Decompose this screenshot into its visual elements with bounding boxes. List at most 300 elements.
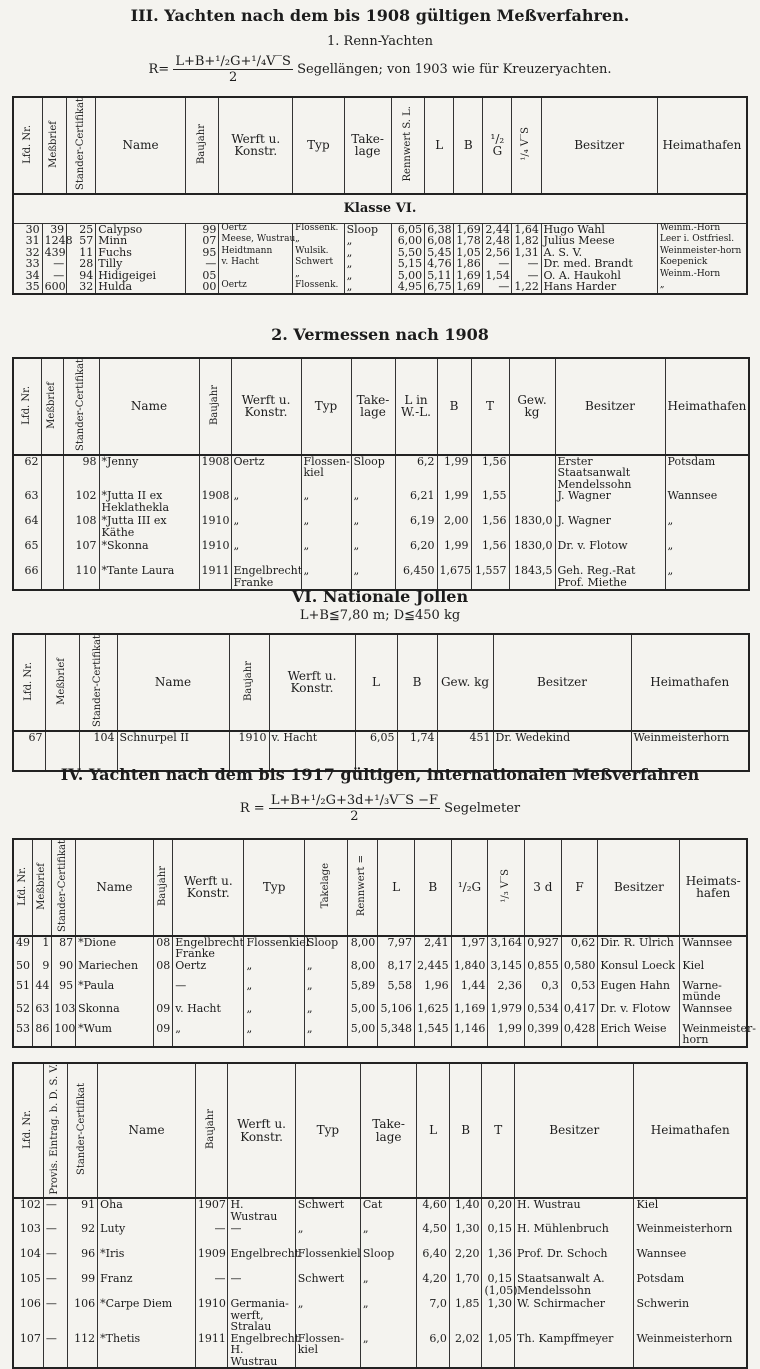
column-header	[228, 1063, 295, 1198]
column-header	[665, 358, 749, 455]
table-cell: Weinm.-Horn	[657, 270, 747, 282]
table-cell: H. Mühlenbruch	[515, 1223, 634, 1248]
table-cell: Wannsee	[665, 490, 749, 515]
table-cell: Flossen-kiel	[301, 455, 351, 491]
table-cell	[41, 515, 63, 540]
table-cell: Schwert	[293, 258, 344, 270]
table-cell: —	[43, 1273, 67, 1298]
column-header	[561, 839, 598, 936]
table-cell: 1,22	[512, 281, 541, 294]
table-cell: 1830,0	[509, 540, 555, 565]
column-header	[634, 1063, 747, 1198]
column-header-label: Stander-Certifikat	[74, 359, 86, 452]
table-cell: 08	[153, 960, 172, 980]
column-header-label: Typ	[307, 138, 330, 153]
table-cell: 50	[13, 960, 32, 980]
table-cell: 1,31	[512, 247, 541, 259]
section-4-formula	[0, 793, 760, 824]
section-1-formula	[0, 54, 760, 85]
column-header	[555, 358, 665, 455]
column-header	[344, 97, 391, 194]
table-cell: Th. Kampffmeyer	[515, 1333, 634, 1369]
table-cell: *Jenny	[99, 455, 199, 491]
table-cell: Engelbrecht H. Wustrau	[228, 1333, 295, 1369]
column-header-label: Besitzer	[574, 138, 625, 153]
column-header-label: Stander-Certifikat	[91, 635, 103, 728]
table-cell: 1,69	[454, 270, 483, 282]
column-header-label: T	[494, 1123, 503, 1138]
table-cell: Mariechen	[76, 960, 154, 980]
table-cell: Meese, Wustrau	[219, 235, 293, 247]
table-cell: 102	[13, 1198, 43, 1223]
table-cell: 1,625	[414, 1003, 451, 1023]
table-cell: 6,00	[391, 235, 425, 247]
table-cell: „	[293, 235, 344, 247]
table-cell: Potsdam	[665, 455, 749, 491]
table-cell: „	[244, 1023, 304, 1047]
table-cell: „	[360, 1223, 416, 1248]
table-cell: „	[360, 1273, 416, 1298]
table-cell: 103	[13, 1223, 43, 1248]
table-cell: Tilly	[96, 258, 186, 270]
table-cell	[509, 490, 555, 515]
table-cell: „	[665, 565, 749, 590]
table-cell: 32	[67, 281, 96, 294]
column-header	[76, 839, 154, 936]
table-cell: Staatsanwalt A. Mendelssohn	[515, 1273, 634, 1298]
column-header	[515, 1063, 634, 1198]
table-row	[13, 515, 749, 540]
table-cell: Dr. v. Flotow	[598, 1003, 680, 1023]
table-cell: 1,840	[451, 960, 488, 980]
table-cell: 1,86	[454, 258, 483, 270]
table-cell: 94	[67, 270, 96, 282]
table-nationale-jollen	[12, 633, 750, 772]
table-cell: —	[228, 1273, 295, 1298]
table-cell: 4,76	[425, 258, 454, 270]
table-cell: 5,348	[378, 1023, 415, 1047]
table-cell: „	[244, 960, 304, 980]
table-cell: *Wum	[76, 1023, 154, 1047]
table-cell: —	[43, 1198, 67, 1223]
table-cell: 1911	[195, 1333, 228, 1369]
table-cell: Warne-münde	[680, 980, 747, 1003]
table-cell: 1,82	[512, 235, 541, 247]
table-cell: 0,15	[482, 1223, 515, 1248]
table-cell: Luty	[98, 1223, 196, 1248]
table-cell: 1,96	[414, 980, 451, 1003]
table-row	[13, 936, 747, 960]
table-cell	[41, 540, 63, 565]
table-cell: 44	[32, 980, 51, 1003]
column-header	[195, 1063, 228, 1198]
table-cell: 08	[153, 936, 172, 960]
column-header	[13, 358, 41, 455]
table-cell: v. Hacht	[269, 731, 355, 771]
table-cell: 1,36	[482, 1248, 515, 1273]
column-header	[483, 97, 512, 194]
table-cell: Dr. med. Brandt	[541, 258, 657, 270]
table-cell: Oertz	[219, 281, 293, 294]
table-cell: 3,145	[488, 960, 525, 980]
table-cell: 1,30	[482, 1298, 515, 1333]
table-cell: 108	[63, 515, 99, 540]
table-cell: „	[351, 565, 395, 590]
table-cell: 1911	[199, 565, 231, 590]
table-cell: Weinmeisterhorn	[631, 731, 749, 771]
table-row	[13, 490, 749, 515]
column-header	[451, 839, 488, 936]
table-cell: 66	[13, 565, 41, 590]
table-cell: Minn	[96, 235, 186, 247]
table-row	[13, 455, 749, 491]
column-header-label: Baujahr	[208, 384, 220, 426]
table-cell: 100	[52, 1023, 76, 1047]
formula-lhs: R =	[239, 801, 265, 816]
column-header-label: Besitzer	[549, 1123, 600, 1138]
column-header	[45, 634, 79, 731]
column-header	[96, 97, 186, 194]
table-cell: 6,2	[395, 455, 437, 491]
section-3-heading: VI. Nationale Jollen	[291, 587, 469, 606]
table-cell: 6,0	[417, 1333, 450, 1369]
column-header-label: Heimathafen	[650, 1123, 730, 1138]
table-cell: —	[483, 258, 512, 270]
table-cell: „	[293, 270, 344, 282]
column-header-label: B	[461, 1123, 471, 1138]
column-header	[437, 358, 471, 455]
table-cell: 104	[13, 1248, 43, 1273]
column-header-label: Besitzer	[613, 880, 664, 895]
table-cell: 6,40	[417, 1248, 450, 1273]
table-cell: „	[360, 1333, 416, 1369]
table-cell: 1910	[195, 1298, 228, 1333]
column-header	[244, 839, 304, 936]
column-header	[414, 839, 451, 936]
table-cell: —	[195, 1273, 228, 1298]
table-cell: „	[295, 1298, 360, 1333]
table-cell: Konsul Loeck	[598, 960, 680, 980]
column-header	[449, 1063, 482, 1198]
table-cell: 5,106	[378, 1003, 415, 1023]
table-cell: 1,545	[414, 1023, 451, 1047]
table-cell: 51	[13, 980, 32, 1003]
table-cell: *Carpe Diem	[98, 1298, 196, 1333]
column-header	[360, 1063, 416, 1198]
column-header	[42, 97, 67, 194]
table-cell: H. Wustrau	[515, 1198, 634, 1223]
table-cell: 6,21	[395, 490, 437, 515]
table-cell: Oha	[98, 1198, 196, 1223]
table-cell: Skonna	[76, 1003, 154, 1023]
table-cell: 2,00	[437, 515, 471, 540]
table-cell: Weinmeisterhorn	[634, 1333, 747, 1369]
table-cell: —	[43, 1223, 67, 1248]
column-header-label: Werft u. Konstr.	[241, 392, 291, 420]
table-cell: 39	[42, 223, 67, 235]
column-header-label: L	[372, 675, 380, 690]
column-header-label: B	[412, 675, 422, 690]
table-cell: Hulda	[96, 281, 186, 294]
table-cell: „	[231, 540, 301, 565]
table-cell	[41, 455, 63, 491]
table-cell: 1,99	[437, 540, 471, 565]
column-header-label: L	[435, 138, 444, 153]
column-header-label: Werft u. Konstr.	[183, 873, 233, 901]
column-header	[98, 1063, 196, 1198]
table-cell: 98	[63, 455, 99, 491]
formula-lhs: R=	[148, 62, 170, 77]
table-cell: 1,97	[451, 936, 488, 960]
table-cell: 1,55	[471, 490, 509, 515]
table-cell: „	[344, 247, 391, 259]
column-header-label: Name	[96, 880, 133, 895]
table-cell: Flossenk.	[293, 281, 344, 294]
table-cell: „	[301, 515, 351, 540]
column-header	[657, 97, 747, 194]
table-row	[13, 1198, 747, 1223]
table-cell: 1909	[195, 1248, 228, 1273]
table-cell: 0,417	[561, 1003, 598, 1023]
column-header	[397, 634, 437, 731]
table-cell: *Paula	[76, 980, 154, 1003]
table-cell: 105	[13, 1273, 43, 1298]
column-header-label: Heimathafen	[662, 138, 742, 153]
column-header-label: Heimathafen	[650, 675, 730, 690]
section-1-subheading: 1. Renn-Yachten	[327, 34, 433, 49]
table-cell: Dr. Wedekind	[493, 731, 631, 771]
table-cell: Sloop	[304, 936, 347, 960]
table-cell: 6,38	[425, 223, 454, 235]
table-cell: Kiel	[680, 960, 747, 980]
table-cell: 34	[13, 270, 42, 282]
table-cell: 1,40	[449, 1198, 482, 1223]
table-cell: 3,164	[488, 936, 525, 960]
table-cell: 5,15	[391, 258, 425, 270]
column-header	[185, 97, 219, 194]
table-cell: „	[295, 1223, 360, 1248]
table-cell: 600	[42, 281, 67, 294]
table-cell: 99	[67, 1273, 97, 1298]
column-header-label: Name	[130, 399, 168, 414]
table-cell: 91	[67, 1198, 97, 1223]
table-row	[13, 1298, 747, 1333]
column-header-label: Typ	[262, 880, 286, 895]
table-cell: 63	[13, 490, 41, 515]
table-cell: Wannsee	[634, 1248, 747, 1273]
table-cell: 1,99	[437, 455, 471, 491]
table-cell: v. Hacht	[173, 1003, 244, 1023]
column-header	[525, 839, 562, 936]
column-header	[295, 1063, 360, 1198]
table-cell: 8,17	[378, 960, 415, 980]
column-header-label: ¹/₂ G	[490, 131, 505, 159]
table-cell: —	[512, 258, 541, 270]
table-cell: 32	[13, 247, 42, 259]
table-cell: 1,56	[471, 455, 509, 491]
table-cell: 1,30	[449, 1223, 482, 1248]
column-header	[680, 839, 747, 936]
table-cell: Geh. Reg.-Rat Prof. Miethe	[555, 565, 665, 590]
table-cell: 0,53	[561, 980, 598, 1003]
table-cell	[41, 490, 63, 515]
table-cell: „	[231, 490, 301, 515]
column-header	[199, 358, 231, 455]
table-cell: „	[665, 515, 749, 540]
table-cell: 1910	[229, 731, 269, 771]
table-cell: Oertz	[219, 223, 293, 235]
table-cell: 6,450	[395, 565, 437, 590]
table-cell: Engelbrecht	[228, 1248, 295, 1273]
table-cell: 2,36	[488, 980, 525, 1003]
table-cell: 96	[67, 1248, 97, 1273]
table-cell: Erster Staatsanwalt Mendelssohn	[555, 455, 665, 491]
table-cell: 1,05	[482, 1333, 515, 1369]
table-cell: 106	[13, 1298, 43, 1333]
table-row	[13, 247, 747, 259]
table-cell: 1,70	[449, 1273, 482, 1298]
table-cell: Flossenkiel	[244, 936, 304, 960]
table-cell: J. Wagner	[555, 515, 665, 540]
table-cell: Fuchs	[96, 247, 186, 259]
table-cell: 65	[13, 540, 41, 565]
column-header	[99, 358, 199, 455]
table-cell: 5,00	[348, 1003, 378, 1023]
table-cell: W. Schirmacher	[515, 1298, 634, 1333]
table-cell: 6,20	[395, 540, 437, 565]
table-cell: 00	[185, 281, 219, 294]
table-cell: 1,78	[454, 235, 483, 247]
table-cell: 33	[13, 258, 42, 270]
table-cell: Flossenkiel	[295, 1248, 360, 1273]
column-header-label: Lfd. Nr.	[21, 124, 33, 164]
section-4-heading: IV. Yachten nach dem bis 1917 gültigen, internationalen Meßverfahren	[60, 765, 700, 784]
column-header-label: B	[449, 399, 459, 414]
column-header	[355, 634, 397, 731]
section-3-subheading: L+B≦7,80 m; D≦450 kg	[299, 608, 461, 623]
formula-numerator: L+B+¹/₂G+3d+¹/₃V‾S −F	[270, 793, 439, 808]
table-cell: 112	[67, 1333, 97, 1369]
column-header	[509, 358, 555, 455]
table-cell: Heidtmann	[219, 247, 293, 259]
table-row	[13, 1003, 747, 1023]
table-cell: „	[665, 540, 749, 565]
table-cell: Dr. v. Flotow	[555, 540, 665, 565]
table-cell: 1,99	[488, 1023, 525, 1047]
column-header	[417, 1063, 450, 1198]
table-cell: 28	[67, 258, 96, 270]
table-cell: „	[304, 1023, 347, 1047]
table-cell: Wannsee	[680, 1003, 747, 1023]
column-header-label: Rennwert =	[356, 855, 368, 917]
table-cell: 11	[67, 247, 96, 259]
table-cell: 5,00	[391, 270, 425, 282]
table-cell: *Dione	[76, 936, 154, 960]
table-cell: O. A. Haukohl	[541, 270, 657, 282]
table-cell: „	[657, 281, 747, 294]
column-header-label: Baujahr	[205, 1109, 217, 1150]
table-cell: 92	[67, 1223, 97, 1248]
table-cell: 2,445	[414, 960, 451, 980]
column-header-label: Name	[154, 675, 192, 690]
table-cell: 64	[13, 515, 41, 540]
table-cell: 1,99	[437, 490, 471, 515]
table-cell: Potsdam	[634, 1273, 747, 1298]
table-cell: 2,20	[449, 1248, 482, 1273]
column-header-label: Heimats-hafen	[685, 873, 741, 901]
column-header	[395, 358, 437, 455]
table-cell: Engelbrecht Franke	[231, 565, 301, 590]
column-header-label: Typ	[314, 399, 338, 414]
table-cell: 8,00	[348, 960, 378, 980]
table-cell: „	[304, 980, 347, 1003]
table-cell: 86	[32, 1023, 51, 1047]
table-cell: „	[351, 490, 395, 515]
table-cell: Julius Meese	[541, 235, 657, 247]
table-row	[13, 540, 749, 565]
column-header-label: B	[463, 138, 473, 153]
table-cell: 6,75	[425, 281, 454, 294]
column-header-label: Meßbrief	[45, 381, 57, 429]
table-cell: 1,54	[483, 270, 512, 282]
column-header	[304, 839, 347, 936]
table-cell	[153, 980, 172, 1003]
table-cell: 53	[13, 1023, 32, 1047]
table-cell: Sloop	[351, 455, 395, 491]
table-cell: Oertz	[231, 455, 301, 491]
table-cell: „	[301, 490, 351, 515]
column-header-label: L in W.-L.	[401, 392, 431, 420]
table-cell: 07	[185, 235, 219, 247]
table-cell: Schwerin	[634, 1298, 747, 1333]
column-header	[79, 634, 117, 731]
column-header	[631, 634, 749, 731]
column-header-label: Baujahr	[242, 660, 254, 702]
column-header-label: Werft u. Konstr.	[237, 1117, 286, 1144]
table-cell: 1,557	[471, 565, 509, 590]
table-cell: Franz	[98, 1273, 196, 1298]
table-cell: „	[304, 1003, 347, 1023]
section-2-heading: 2. Vermessen nach 1908	[271, 325, 489, 344]
table-cell: 0,15 (1,05)	[482, 1273, 515, 1298]
column-header-label: Besitzer	[537, 675, 587, 690]
column-header	[13, 839, 32, 936]
table-cell: 1830,0	[509, 515, 555, 540]
column-header	[351, 358, 395, 455]
table-cell: 102	[63, 490, 99, 515]
column-header-label: ¹/₂G	[457, 880, 482, 895]
table-cell: 9	[32, 960, 51, 980]
table-cell: 90	[52, 960, 76, 980]
table-cell: Eugen Hahn	[598, 980, 680, 1003]
table-cell: Hans Harder	[541, 281, 657, 294]
table-cell: Hugo Wahl	[541, 223, 657, 235]
table-cell: 0,3	[525, 980, 562, 1003]
table-cell: 1,69	[454, 281, 483, 294]
table-cell: 4,60	[417, 1198, 450, 1223]
table-cell: 6,19	[395, 515, 437, 540]
column-header-label: Gew. kg	[440, 675, 490, 690]
column-header	[153, 839, 172, 936]
table-cell: 87	[52, 936, 76, 960]
table-vermessen-1908	[12, 357, 750, 591]
table-cell: 99	[185, 223, 219, 235]
table-cell: *Jutta III ex Käthe	[99, 515, 199, 540]
table-cell: 5,45	[425, 247, 454, 259]
table-cell: 35	[13, 281, 42, 294]
column-header-label: Take-lage	[351, 131, 384, 159]
column-header-label: Baujahr	[195, 123, 207, 165]
